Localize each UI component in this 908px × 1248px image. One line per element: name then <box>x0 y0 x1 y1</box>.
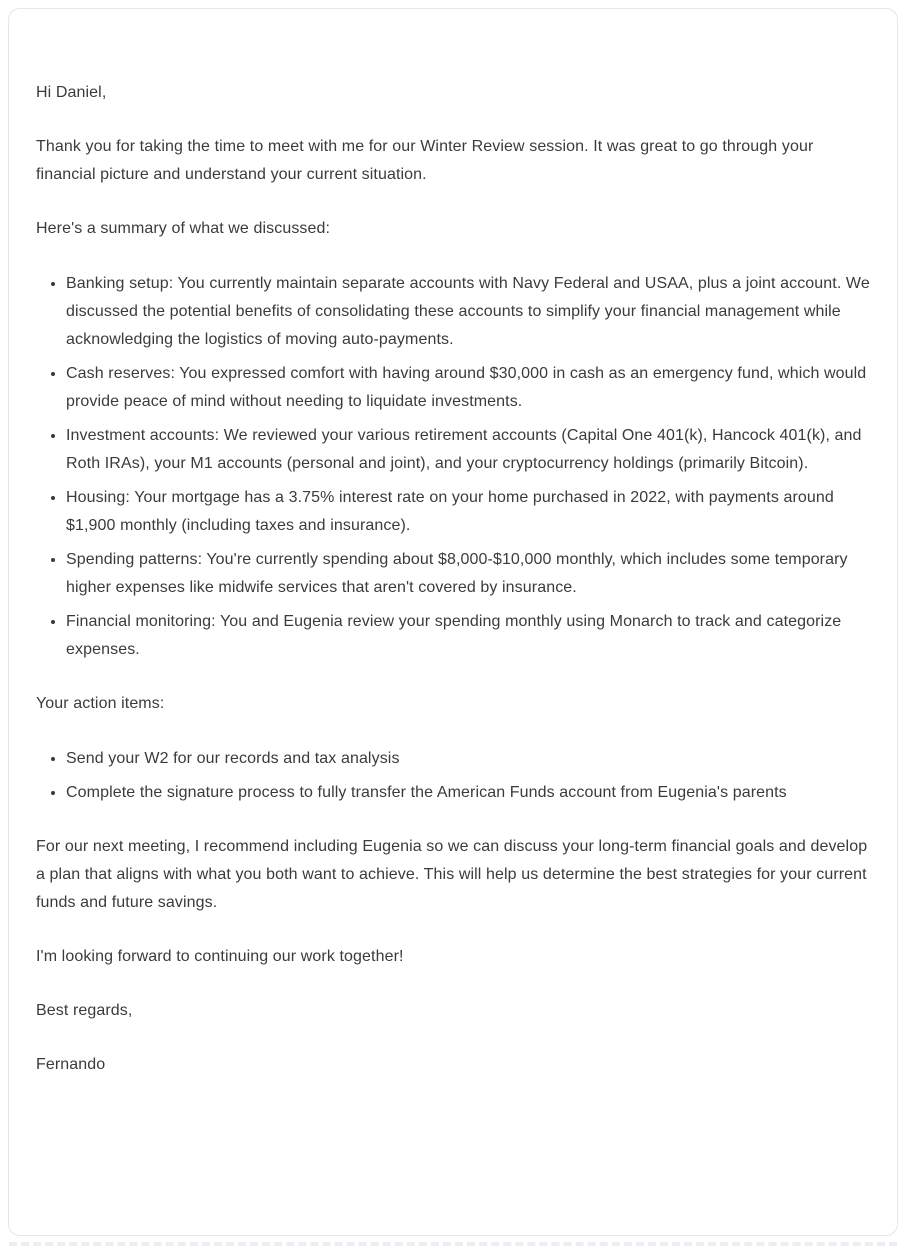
signoff: Best regards, <box>36 1002 133 1019</box>
action-items-list <box>36 744 870 807</box>
closing-line: I'm looking forward to continuing our work together! <box>36 948 404 965</box>
summary-list-item: • Banking setup: You currently maintain separate accounts with Navy Federal and USAA, plus a joint account. We discussed the potential benefits of consolidating these accounts to simplify your financial management while acknowledging the logistics of moving auto-payments. <box>66 269 870 354</box>
summary-list-item: • Spending patterns: You're currently spending about $8,000-$10,000 monthly, which includes some temporary higher expenses like midwife services that aren't covered by insurance. <box>66 545 870 602</box>
summary-heading: Here's a summary of what we discussed: <box>36 220 331 237</box>
action-items-heading: Your action items: <box>36 695 165 712</box>
action-list-item: • Complete the signature process to fully transfer the American Funds account from Eugenia's parents <box>66 778 870 807</box>
email-body <box>36 79 870 1079</box>
greeting: Hi Daniel, <box>36 84 107 101</box>
action-list-item: • Send your W2 for our records and tax analysis <box>66 744 870 773</box>
intro-paragraph: Thank you for taking the time to meet with me for our Winter Review session. It was great to go through your financial picture and understand your current situation. <box>36 138 814 183</box>
dashed-section-divider <box>9 1242 897 1246</box>
summary-list-item: • Housing: Your mortgage has a 3.75% interest rate on your home purchased in 2022, with payments around $1,900 monthly (including taxes and insurance). <box>66 483 870 540</box>
summary-list-item: • Cash reserves: You expressed comfort with having around $30,000 in cash as an emergency fund, which would provide peace of mind without needing to liquidate investments. <box>66 359 870 416</box>
summary-list <box>36 269 870 664</box>
email-body-card <box>8 8 898 1236</box>
summary-list-item: • Investment accounts: We reviewed your various retirement accounts (Capital One 401(k), Hancock 401(k), and Roth IRAs), your M1 accounts (personal and joint), and your cryptocurrency holdings (primarily Bitcoin). <box>66 421 870 478</box>
summary-list-item: • Financial monitoring: You and Eugenia review your spending monthly using Monarch to track and categorize expenses. <box>66 607 870 664</box>
next-meeting-paragraph: For our next meeting, I recommend including Eugenia so we can discuss your long-term financial goals and develop a plan that aligns with what you both want to achieve. This will help us determine the best strategies for your current funds and future savings. <box>36 838 868 911</box>
signature-name: Fernando <box>36 1056 106 1073</box>
signature-block <box>36 997 870 1079</box>
